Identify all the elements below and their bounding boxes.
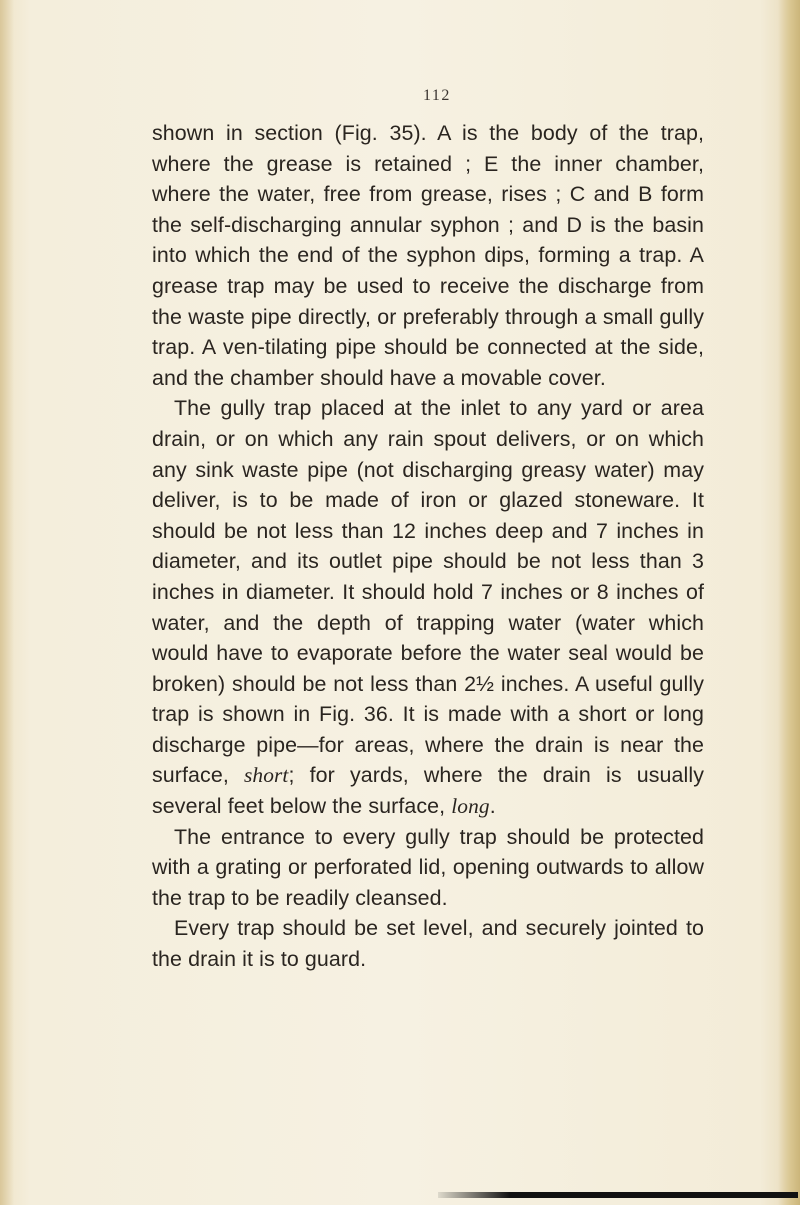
italic-short: short bbox=[243, 763, 289, 788]
paragraph-2-text-b: ; for yards, where the drain is usually several feet below the surface, bbox=[152, 763, 705, 819]
italic-long: long bbox=[451, 794, 490, 819]
page-right-edge bbox=[778, 0, 800, 1205]
paragraph-2 bbox=[152, 393, 704, 821]
paragraph-1: shown in section (Fig. 35). A is the body of the trap, where the grease is retained ; E the inner chamber, where the water, free from grease, rises ; C and B form the self-discharging annular syphon ; and D is the basin into which the end of the syphon dips, forming a trap. A grease trap may be used to receive the discharge from the waste pipe directly, or preferably through a small gully trap. A ven-tilating pipe should be connected at the side, and the chamber should have a movable cover. bbox=[152, 121, 704, 390]
page-number: 112 bbox=[423, 87, 451, 104]
paragraph-2-text-c: . bbox=[489, 794, 496, 819]
paragraph-4: Every trap should be set level, and securely jointed to the drain it is to guard. bbox=[152, 916, 704, 972]
paragraph-3: The entrance to every gully trap should be protected with a grating or perforated lid, opening outwards to allow the trap to be readily cleansed. bbox=[152, 824, 704, 910]
page-left-shadow bbox=[0, 0, 14, 1205]
body-text bbox=[152, 118, 704, 975]
paragraph-2-text-a: The gully trap placed at the inlet to any yard or area drain, or on which any rain spout delivers, or on which any sink waste pipe (not discharging greasy water) may deliver, is to be made of iron or glazed stoneware. It should be not less than 12 inches deep and 7 inches in diameter, and its outlet pipe should be not less than 3 inches in diameter. It should hold 7 inches or 8 inches of water, and the depth of trapping water (water which would have to evaporate before the water seal would be broken) should be not less than 2½ inches. A useful gully trap is shown in Fig. 36. It is made with a short or long discharge pipe—for areas, where the drain is near the surface, bbox=[152, 396, 704, 788]
bottom-binding-rule bbox=[438, 1192, 798, 1198]
